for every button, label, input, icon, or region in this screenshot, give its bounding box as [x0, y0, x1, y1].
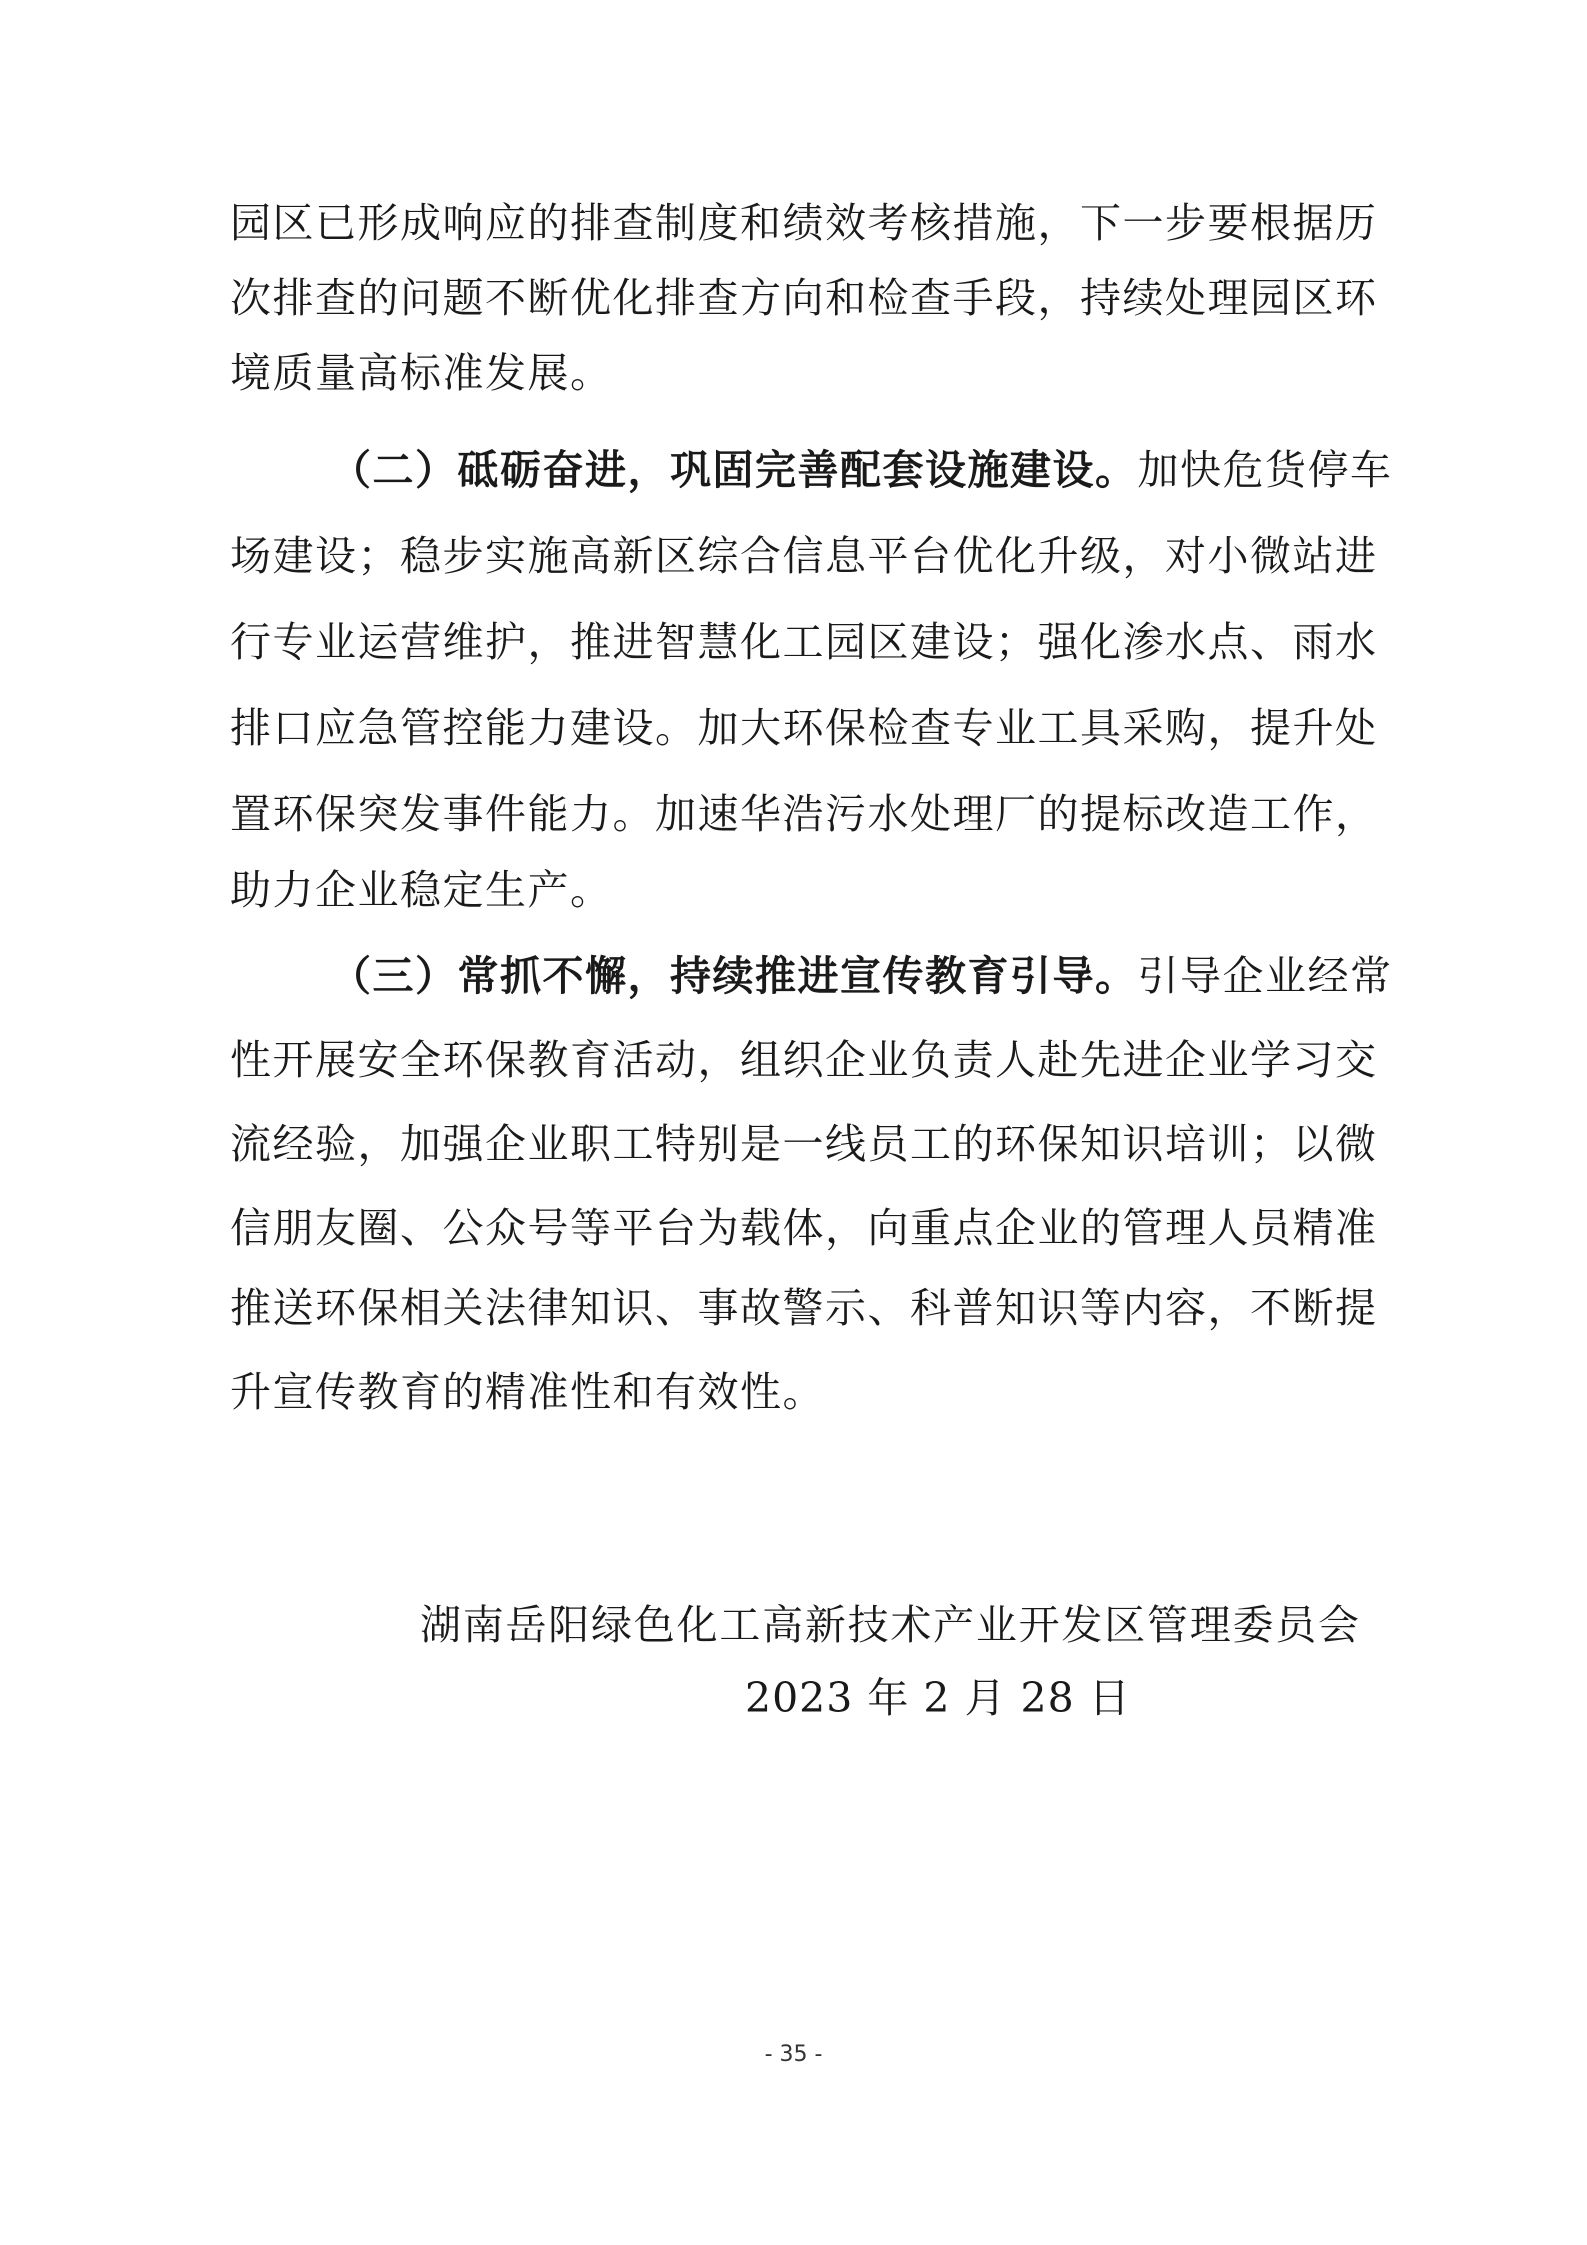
paragraph-1-line-2: 次排查的问题不断优化排查方向和检查手段，持续处理园区环 [230, 274, 1378, 322]
paragraph-3-line-2: 性开展安全环保教育活动，组织企业负责人赴先进企业学习交 [230, 1036, 1378, 1084]
paragraph-3-first-line-rest: 引导企业经常 [1137, 952, 1393, 1000]
paragraph-2-first-line-rest: 加快危货停车 [1137, 446, 1393, 494]
paragraph-3-line-6: 升宣传教育的精准性和有效性。 [230, 1368, 825, 1416]
signature-organization: 湖南岳阳绿色化工高新技术产业开发区管理委员会 [420, 1601, 1360, 1649]
paragraph-2-heading: （二）砥砺奋进，巩固完善配套设施建设。 [330, 446, 1138, 494]
paragraph-3-line-4: 信朋友圈、公众号等平台为载体，向重点企业的管理人员精准 [230, 1204, 1378, 1252]
paragraph-3-line-5: 推送环保相关法律知识、事故警示、科普知识等内容，不断提 [230, 1284, 1378, 1332]
paragraph-3-heading: （三）常抓不懈，持续推进宣传教育引导。 [330, 952, 1138, 1000]
signature-date: 2023 年 2 月 28 日 [745, 1674, 1131, 1722]
paragraph-2-line-2: 场建设；稳步实施高新区综合信息平台优化升级，对小微站进 [230, 532, 1378, 580]
paragraph-2-line-3: 行专业运营维护，推进智慧化工园区建设；强化渗水点、雨水 [230, 618, 1378, 666]
paragraph-2-line-5: 置环保突发事件能力。加速华浩污水处理厂的提标改造工作， [230, 790, 1378, 838]
paragraph-2-line-1 [330, 444, 1393, 496]
paragraph-3-line-3: 流经验，加强企业职工特别是一线员工的环保知识培训；以微 [230, 1120, 1378, 1168]
paragraph-1-line-3: 境质量高标准发展。 [230, 349, 613, 397]
page-number: - 35 - [764, 2042, 823, 2067]
paragraph-2-line-6: 助力企业稳定生产。 [230, 866, 613, 914]
paragraph-3-line-1 [330, 950, 1393, 1002]
paragraph-1-line-1: 园区已形成响应的排查制度和绩效考核措施，下一步要根据历 [230, 199, 1378, 247]
paragraph-2-line-4: 排口应急管控能力建设。加大环保检查专业工具采购，提升处 [230, 704, 1378, 752]
